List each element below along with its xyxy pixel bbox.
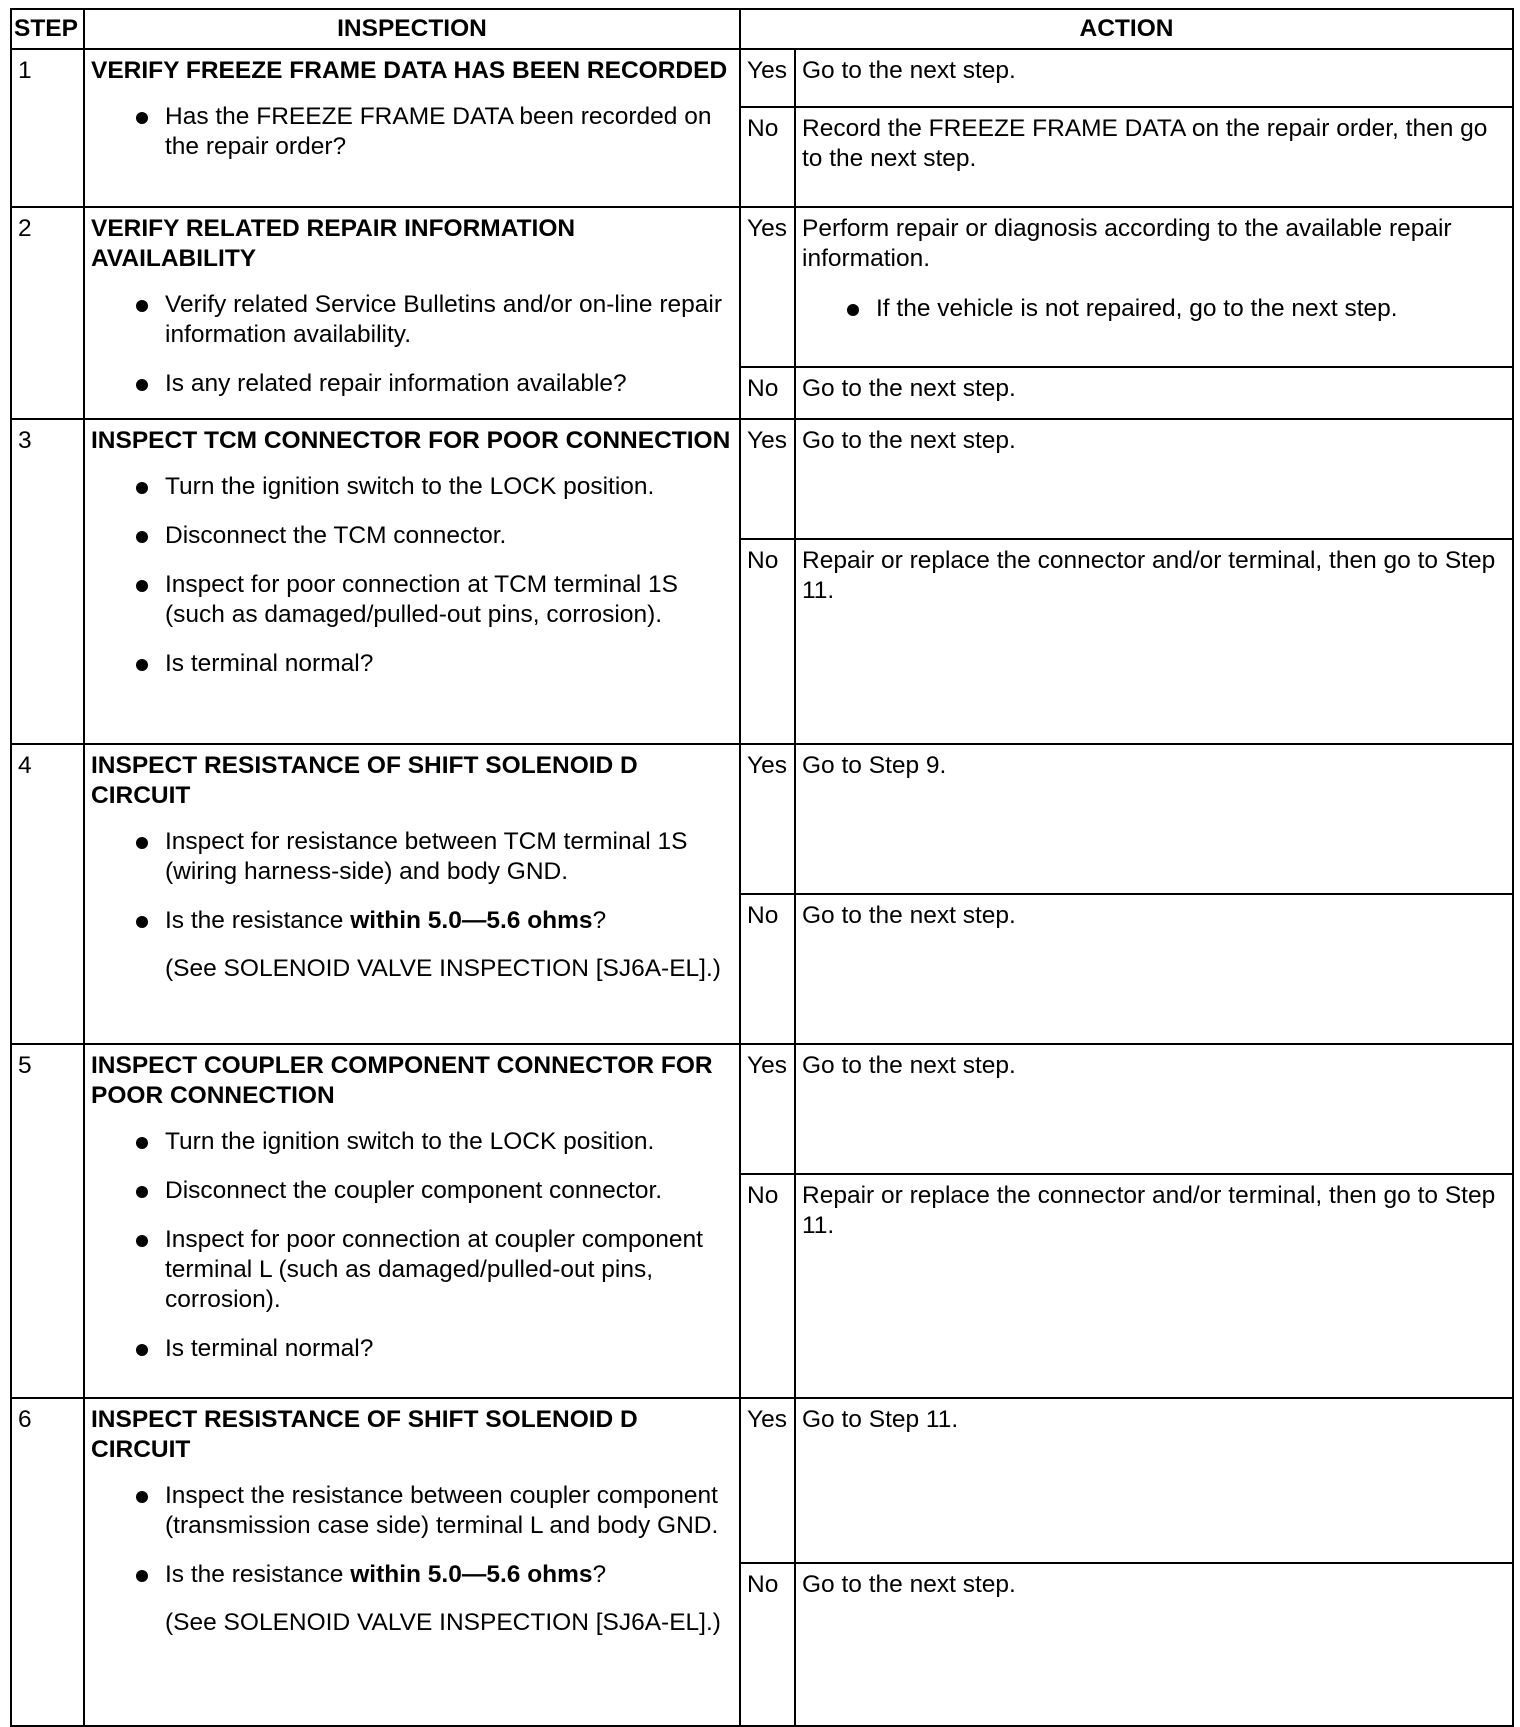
reference-note: (See SOLENOID VALVE INSPECTION [SJ6A-EL].) xyxy=(165,955,721,982)
step-1-yes-row xyxy=(11,49,1513,107)
yes-label: Yes xyxy=(740,744,795,894)
no-label: No xyxy=(740,1563,795,1726)
inspection-bullet: Inspect for poor connection at coupler component terminal L (such as damaged/pulled-out pins, corrosion). xyxy=(91,1225,733,1315)
action-bullets xyxy=(802,294,1506,324)
no-action: Go to the next step. xyxy=(795,367,1513,419)
inspection-column-header: INSPECTION xyxy=(84,9,740,49)
inspection-cell xyxy=(84,744,740,1044)
step-5-yes-row xyxy=(11,1044,1513,1174)
yes-action: Perform repair or diagnosis according to the available repair information. xyxy=(802,215,1452,272)
inspection-bullet: Turn the ignition switch to the LOCK position. xyxy=(91,1127,733,1157)
yes-label: Yes xyxy=(740,49,795,107)
inspection-title: INSPECT RESISTANCE OF SHIFT SOLENOID D CIRCUIT xyxy=(91,1406,638,1463)
inspection-bullet: Is terminal normal? xyxy=(91,649,733,679)
yes-label: Yes xyxy=(740,1044,795,1174)
step-column-header: STEP xyxy=(11,9,84,49)
question-spec: within 5.0—5.6 ohms xyxy=(350,907,593,934)
inspection-bullet: Inspect for poor connection at TCM terminal 1S (such as damaged/pulled-out pins, corrosion). xyxy=(91,570,733,630)
inspection-bullets xyxy=(91,290,733,399)
reference-note: (See SOLENOID VALVE INSPECTION [SJ6A-EL].) xyxy=(165,1609,721,1636)
inspection-cell xyxy=(84,1398,740,1726)
step-3-yes-row xyxy=(11,419,1513,539)
action-column-header: ACTION xyxy=(740,9,1513,49)
no-label: No xyxy=(740,894,795,1044)
inspection-bullet: Turn the ignition switch to the LOCK position. xyxy=(91,472,733,502)
no-action: Repair or replace the connector and/or terminal, then go to Step 11. xyxy=(795,1174,1513,1398)
no-label: No xyxy=(740,107,795,207)
inspection-question xyxy=(91,1560,733,1590)
question-end: ? xyxy=(592,1561,607,1588)
question-text: Is the resistance xyxy=(165,907,351,934)
step-number: 1 xyxy=(11,49,84,207)
inspection-cell xyxy=(84,49,740,207)
step-2-yes-row xyxy=(11,207,1513,367)
yes-action: Go to the next step. xyxy=(795,419,1513,539)
question-end: ? xyxy=(592,907,607,934)
step-number: 5 xyxy=(11,1044,84,1398)
no-action: Record the FREEZE FRAME DATA on the repair order, then go to the next step. xyxy=(795,107,1513,207)
inspection-bullets xyxy=(91,472,733,679)
no-action: Go to the next step. xyxy=(795,894,1513,1044)
inspection-bullets xyxy=(91,102,733,162)
inspection-bullet: Disconnect the TCM connector. xyxy=(91,521,733,551)
step-6-yes-row xyxy=(11,1398,1513,1563)
step-number: 4 xyxy=(11,744,84,1044)
step-number: 2 xyxy=(11,207,84,419)
inspection-bullet: Verify related Service Bulletins and/or on-line repair information availability. xyxy=(91,290,733,350)
inspection-question xyxy=(91,906,733,936)
action-bullet: If the vehicle is not repaired, go to the next step. xyxy=(802,294,1506,324)
inspection-bullet: Disconnect the coupler component connector. xyxy=(91,1176,733,1206)
inspection-title: INSPECT TCM CONNECTOR FOR POOR CONNECTION xyxy=(91,427,731,454)
yes-label: Yes xyxy=(740,207,795,367)
inspection-cell xyxy=(84,1044,740,1398)
question-text: Is the resistance xyxy=(165,1561,351,1588)
diagnostic-procedure-table xyxy=(10,8,1514,1727)
yes-action: Go to Step 11. xyxy=(795,1398,1513,1563)
no-label: No xyxy=(740,367,795,419)
step-number: 6 xyxy=(11,1398,84,1726)
no-label: No xyxy=(740,1174,795,1398)
inspection-title: INSPECT COUPLER COMPONENT CONNECTOR FOR POOR CONNECTION xyxy=(91,1052,713,1109)
no-action: Go to the next step. xyxy=(795,1563,1513,1726)
inspection-cell xyxy=(84,419,740,744)
step-4-yes-row xyxy=(11,744,1513,894)
yes-label: Yes xyxy=(740,1398,795,1563)
question-spec: within 5.0—5.6 ohms xyxy=(350,1561,593,1588)
inspection-bullet: Inspect for resistance between TCM terminal 1S (wiring harness-side) and body GND. xyxy=(91,827,733,887)
inspection-title: VERIFY FREEZE FRAME DATA HAS BEEN RECORDED xyxy=(91,57,728,84)
inspection-bullet: Has the FREEZE FRAME DATA been recorded on the repair order? xyxy=(91,102,733,162)
no-action: Repair or replace the connector and/or terminal, then go to Step 11. xyxy=(795,539,1513,744)
yes-action: Go to the next step. xyxy=(795,49,1513,107)
yes-label: Yes xyxy=(740,419,795,539)
yes-action: Go to Step 9. xyxy=(795,744,1513,894)
inspection-bullet: Is terminal normal? xyxy=(91,1334,733,1364)
yes-action: Go to the next step. xyxy=(795,1044,1513,1174)
yes-action-cell xyxy=(795,207,1513,367)
inspection-bullet: Is any related repair information available? xyxy=(91,369,733,399)
inspection-bullets xyxy=(91,1127,733,1364)
inspection-bullet: Inspect the resistance between coupler component (transmission case side) terminal L and body GND. xyxy=(91,1481,733,1541)
inspection-bullets xyxy=(91,1481,733,1590)
inspection-cell xyxy=(84,207,740,419)
inspection-title: INSPECT RESISTANCE OF SHIFT SOLENOID D CIRCUIT xyxy=(91,752,638,809)
step-number: 3 xyxy=(11,419,84,744)
inspection-title: VERIFY RELATED REPAIR INFORMATION AVAILABILITY xyxy=(91,215,576,272)
inspection-bullets xyxy=(91,827,733,936)
no-label: No xyxy=(740,539,795,744)
header-row xyxy=(11,9,1513,49)
